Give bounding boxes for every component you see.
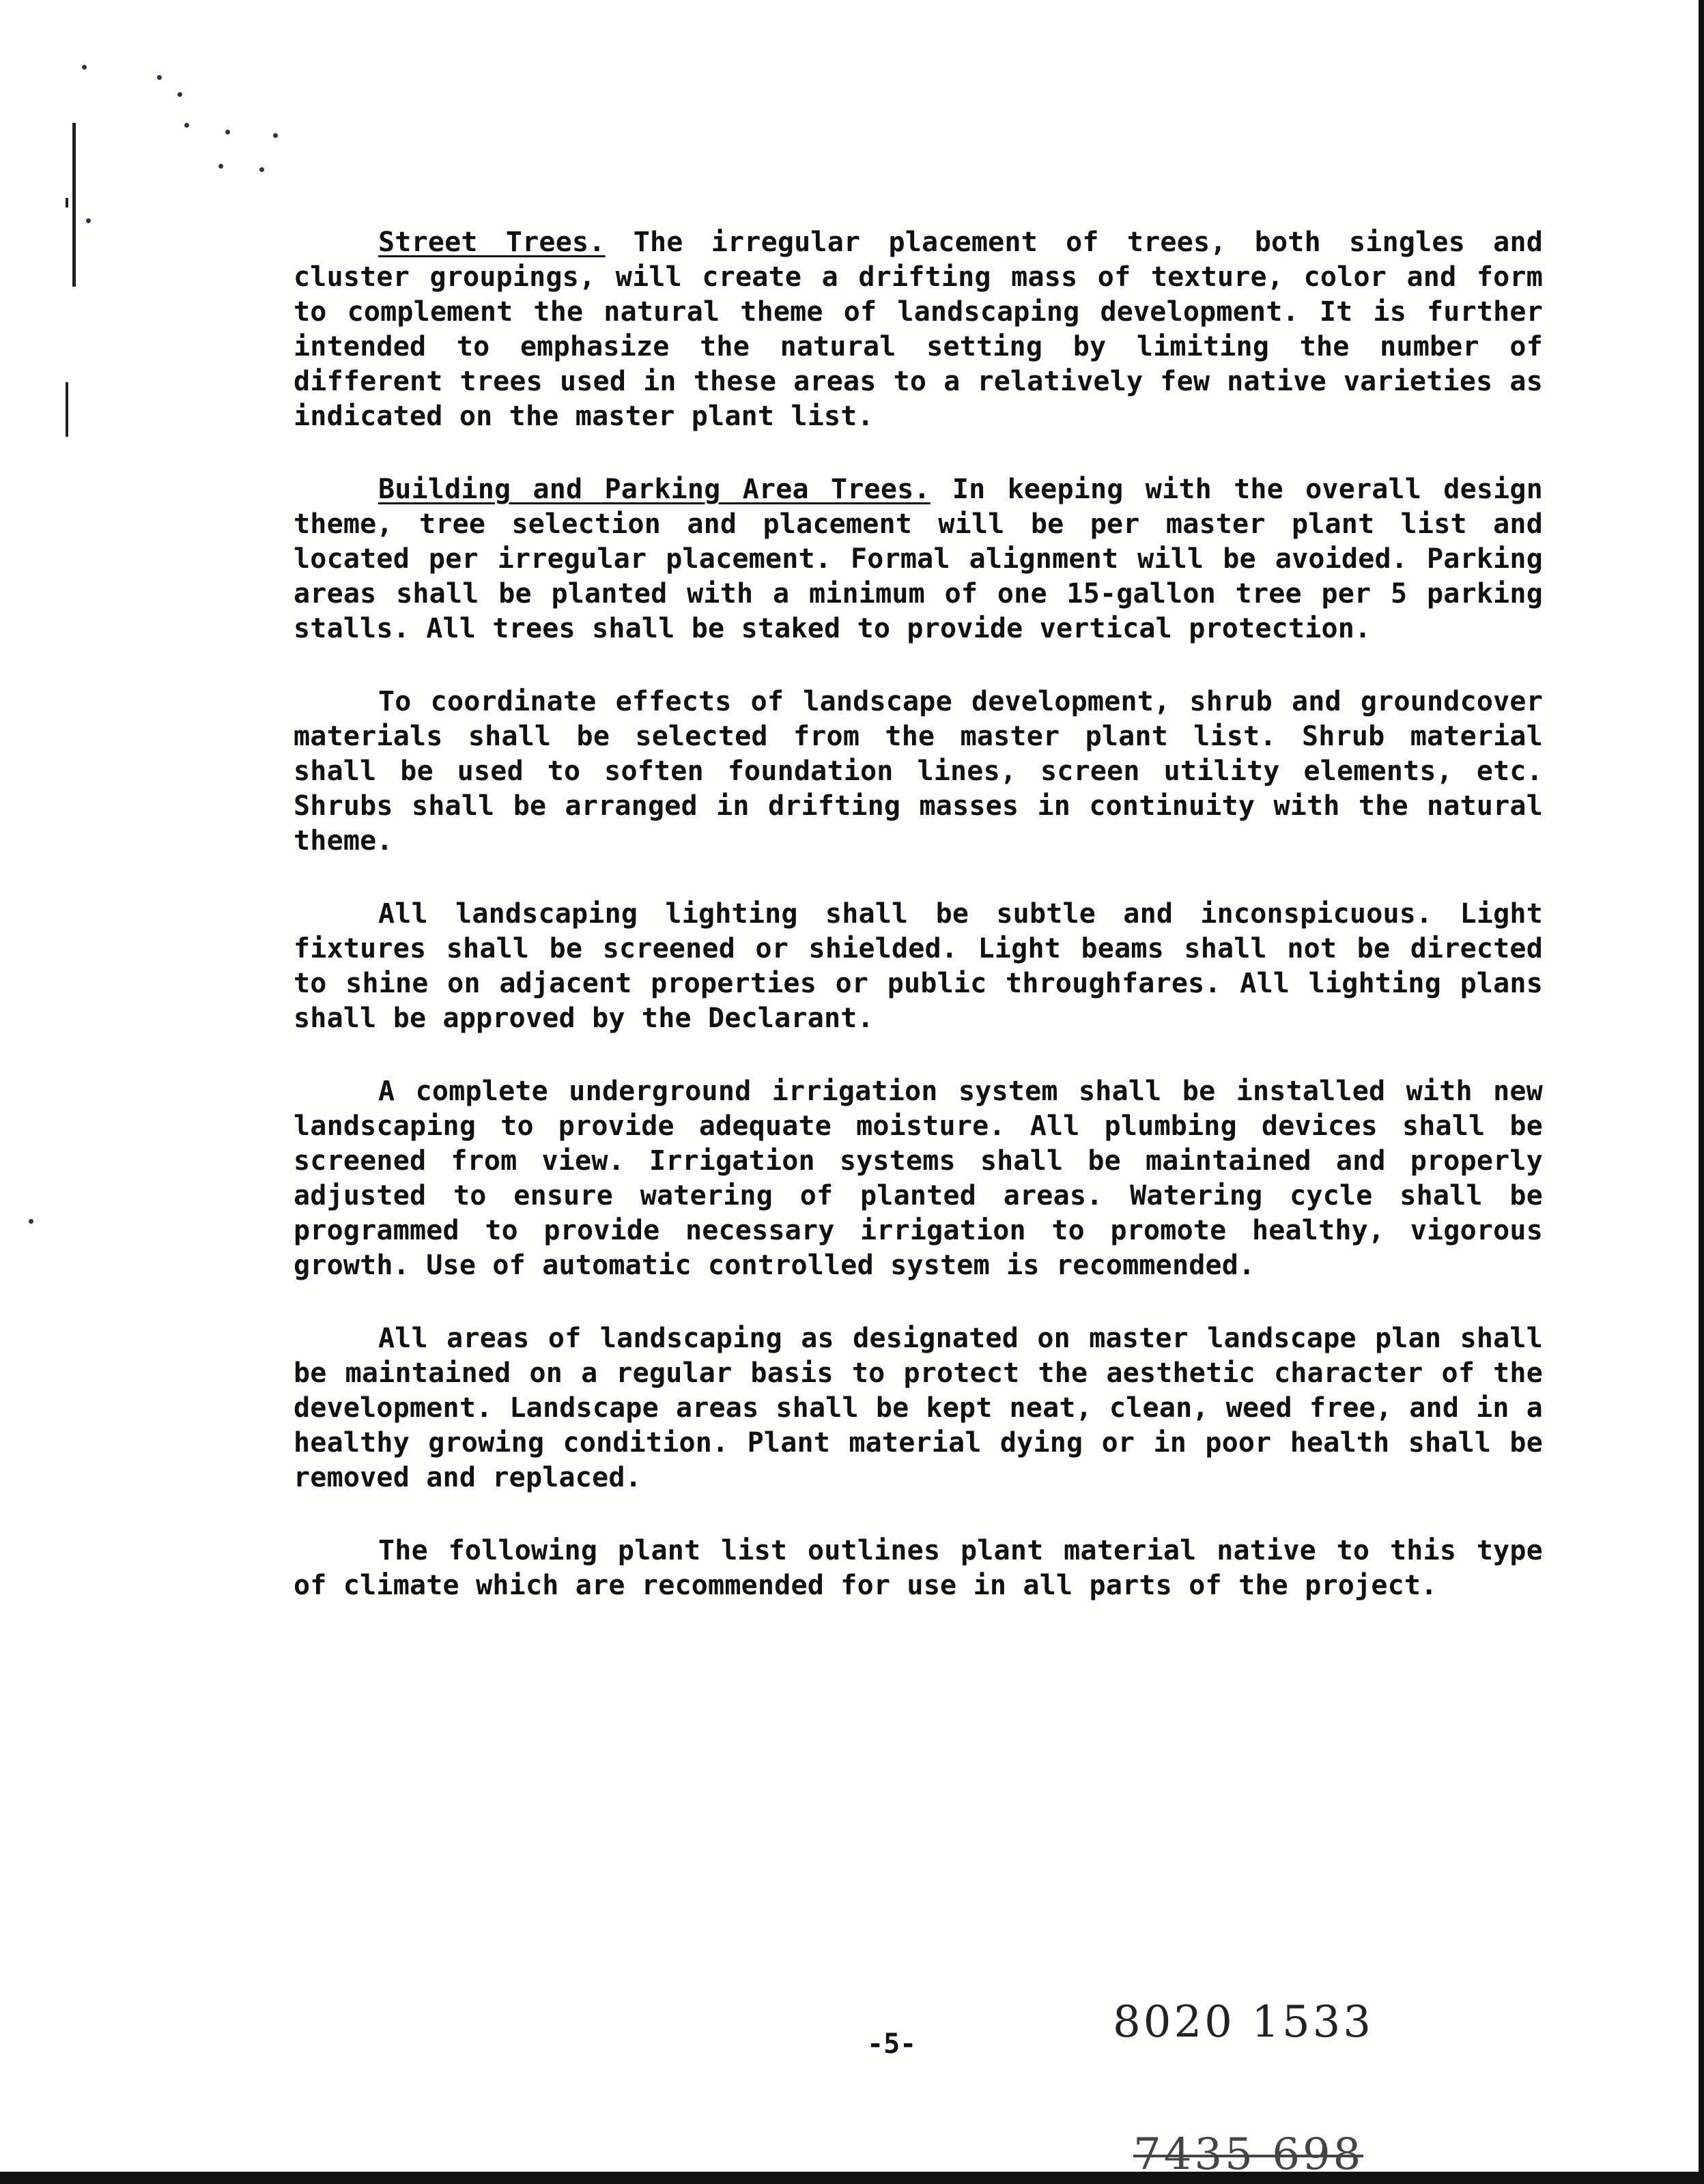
paragraph-maintenance xyxy=(294,1321,1543,1495)
paragraph-building-parking-trees xyxy=(294,472,1543,646)
scan-speck xyxy=(29,1219,33,1224)
paragraph-plant-list xyxy=(294,1534,1543,1603)
struck-document-code: 7435 698 xyxy=(1133,2129,1364,2172)
paragraph-text: All landscaping lighting shall be subtle and inconspicuous. Light fixtures shall be screened or shielded. Light beams shall not be directed to shine on adjacent properties or public throughfares. All lighting plans shall be approved by the Declarant. xyxy=(294,898,1543,1034)
document-code: 8020 1533 xyxy=(1113,1997,1374,2048)
scan-speck xyxy=(273,133,278,138)
heading-building-parking-trees: Building and Parking Area Trees. xyxy=(378,474,931,505)
paragraph-text: In keeping with the overall design theme, tree selection and placement will be per master plant list and located per irregular placement. Formal alignment will be avoided. Parking areas shall be planted with a minimum of one 15-gallon tree per 5 parking stalls. All trees shall be staked to provide vertical protection. xyxy=(294,474,1543,644)
scan-speck xyxy=(259,167,264,172)
binder-mark xyxy=(72,123,76,287)
heading-street-trees: Street Trees. xyxy=(378,227,606,258)
scan-speck xyxy=(157,75,162,80)
paragraph-text: The following plant list outlines plant material native to this type of climate which are recommended for use in all parts of the project. xyxy=(294,1535,1543,1601)
paragraph-lighting xyxy=(294,897,1543,1036)
scan-speck xyxy=(178,92,182,97)
paragraph-text: A complete underground irrigation system shall be installed with new landscaping to provide adequate moisture. All plumbing devices shall be screened from view. Irrigation systems shall be maintained and properly adjusted to ensure watering of planted areas. Watering cycle shall be programmed to provide necessary irrigation to promote healthy, vigorous growth. Use of automatic controlled system is recommended. xyxy=(294,1076,1543,1281)
scan-edge-right xyxy=(1699,0,1704,2184)
paragraph-text: The irregular placement of trees, both singles and cluster groupings, will create a drifting mass of texture, color and form to complement the natural theme of landscaping development. It is further intended to emphasize the natural setting by limiting the number of different trees used in these areas to a relatively few native varieties as indicated on the master plant list. xyxy=(294,227,1544,432)
page-number: -5- xyxy=(867,2028,917,2060)
binder-mark xyxy=(66,198,68,207)
scan-edge-bottom xyxy=(0,2172,1704,2184)
scan-speck xyxy=(184,123,189,128)
scan-speck xyxy=(218,164,223,169)
paragraph-text: To coordinate effects of landscape development, shrub and groundcover materials shall be selected from the master plant list. Shrub material shall be used to soften foundation lines, screen utility elements, etc. Shrubs shall be arranged in drifting masses in continuity with the natural theme. xyxy=(294,686,1543,857)
paragraph-street-trees xyxy=(294,225,1543,434)
scan-speck xyxy=(86,218,91,223)
binder-mark xyxy=(66,382,68,437)
scan-speck xyxy=(82,65,87,70)
paragraph-shrubs xyxy=(294,685,1543,859)
paragraph-irrigation xyxy=(294,1074,1543,1283)
paragraph-text: All areas of landscaping as designated on master landscape plan shall be maintained on a regular basis to protect the aesthetic character of the development. Landscape areas shall be kept neat, clean, weed free, and in a healthy growing condition. Plant material dying or in poor health shall be removed and replaced. xyxy=(294,1323,1543,1493)
scan-speck xyxy=(225,130,230,134)
body-text xyxy=(294,225,1543,1641)
